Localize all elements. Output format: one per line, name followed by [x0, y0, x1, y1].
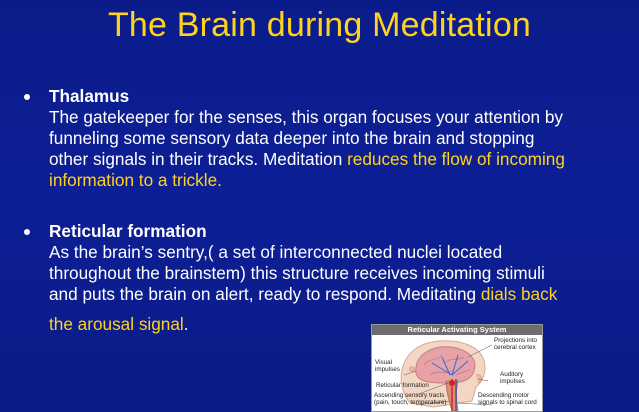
bullet-line [49, 149, 629, 170]
bullet-heading: Reticular formation [49, 221, 207, 241]
bullet-text: other signals in their tracks. Meditation [49, 149, 348, 169]
bullet-line: As the brain’s sentry,( a set of interconnected nuclei located [49, 242, 503, 262]
bullet-body [49, 242, 629, 305]
figure-title: Reticular Activating System [372, 325, 542, 335]
bullet-line: funneling some sensory data deeper into the brain and stopping [49, 128, 535, 148]
bullet-dot [24, 229, 30, 235]
reticular-activating-system-figure [371, 324, 543, 412]
label-descending: Descending motor signals to spinal cord [478, 392, 537, 406]
reticular-formation-mark [449, 380, 455, 386]
bullet-thalamus [24, 86, 629, 191]
highlight-text: reduces the flow of incoming [347, 149, 565, 169]
highlight-line: information to a trickle. [49, 170, 222, 190]
highlight-text: the arousal signal [49, 314, 184, 334]
label-auditory: Auditory impulses [500, 371, 525, 385]
bullet-heading: Thalamus [49, 86, 130, 106]
label-visual: Visual impulses [375, 359, 400, 373]
bullet-reticular-formation [24, 221, 629, 335]
bullet-line: throughout the brainstem) this structure receives incoming stimuli [49, 263, 545, 283]
bullet-line: The gatekeeper for the senses, this organ focuses your attention by [49, 107, 564, 127]
bullet-body [49, 107, 629, 191]
highlight-text: dials back [480, 284, 558, 304]
punctuation: . [183, 314, 189, 334]
label-projections: Projections into cerebral cortex [494, 337, 538, 351]
bullet-line [49, 284, 629, 305]
label-ascending: Ascending sensory tracts (pain, touch, temperature) [374, 392, 447, 406]
bullet-text: and puts the brain on alert, ready to respond. Meditating [49, 284, 481, 304]
eye-mark [410, 367, 415, 372]
slide-title: The Brain during Meditation [107, 6, 532, 44]
bullet-dot [24, 94, 30, 100]
label-reticular-formation: Reticular formation [376, 382, 429, 389]
